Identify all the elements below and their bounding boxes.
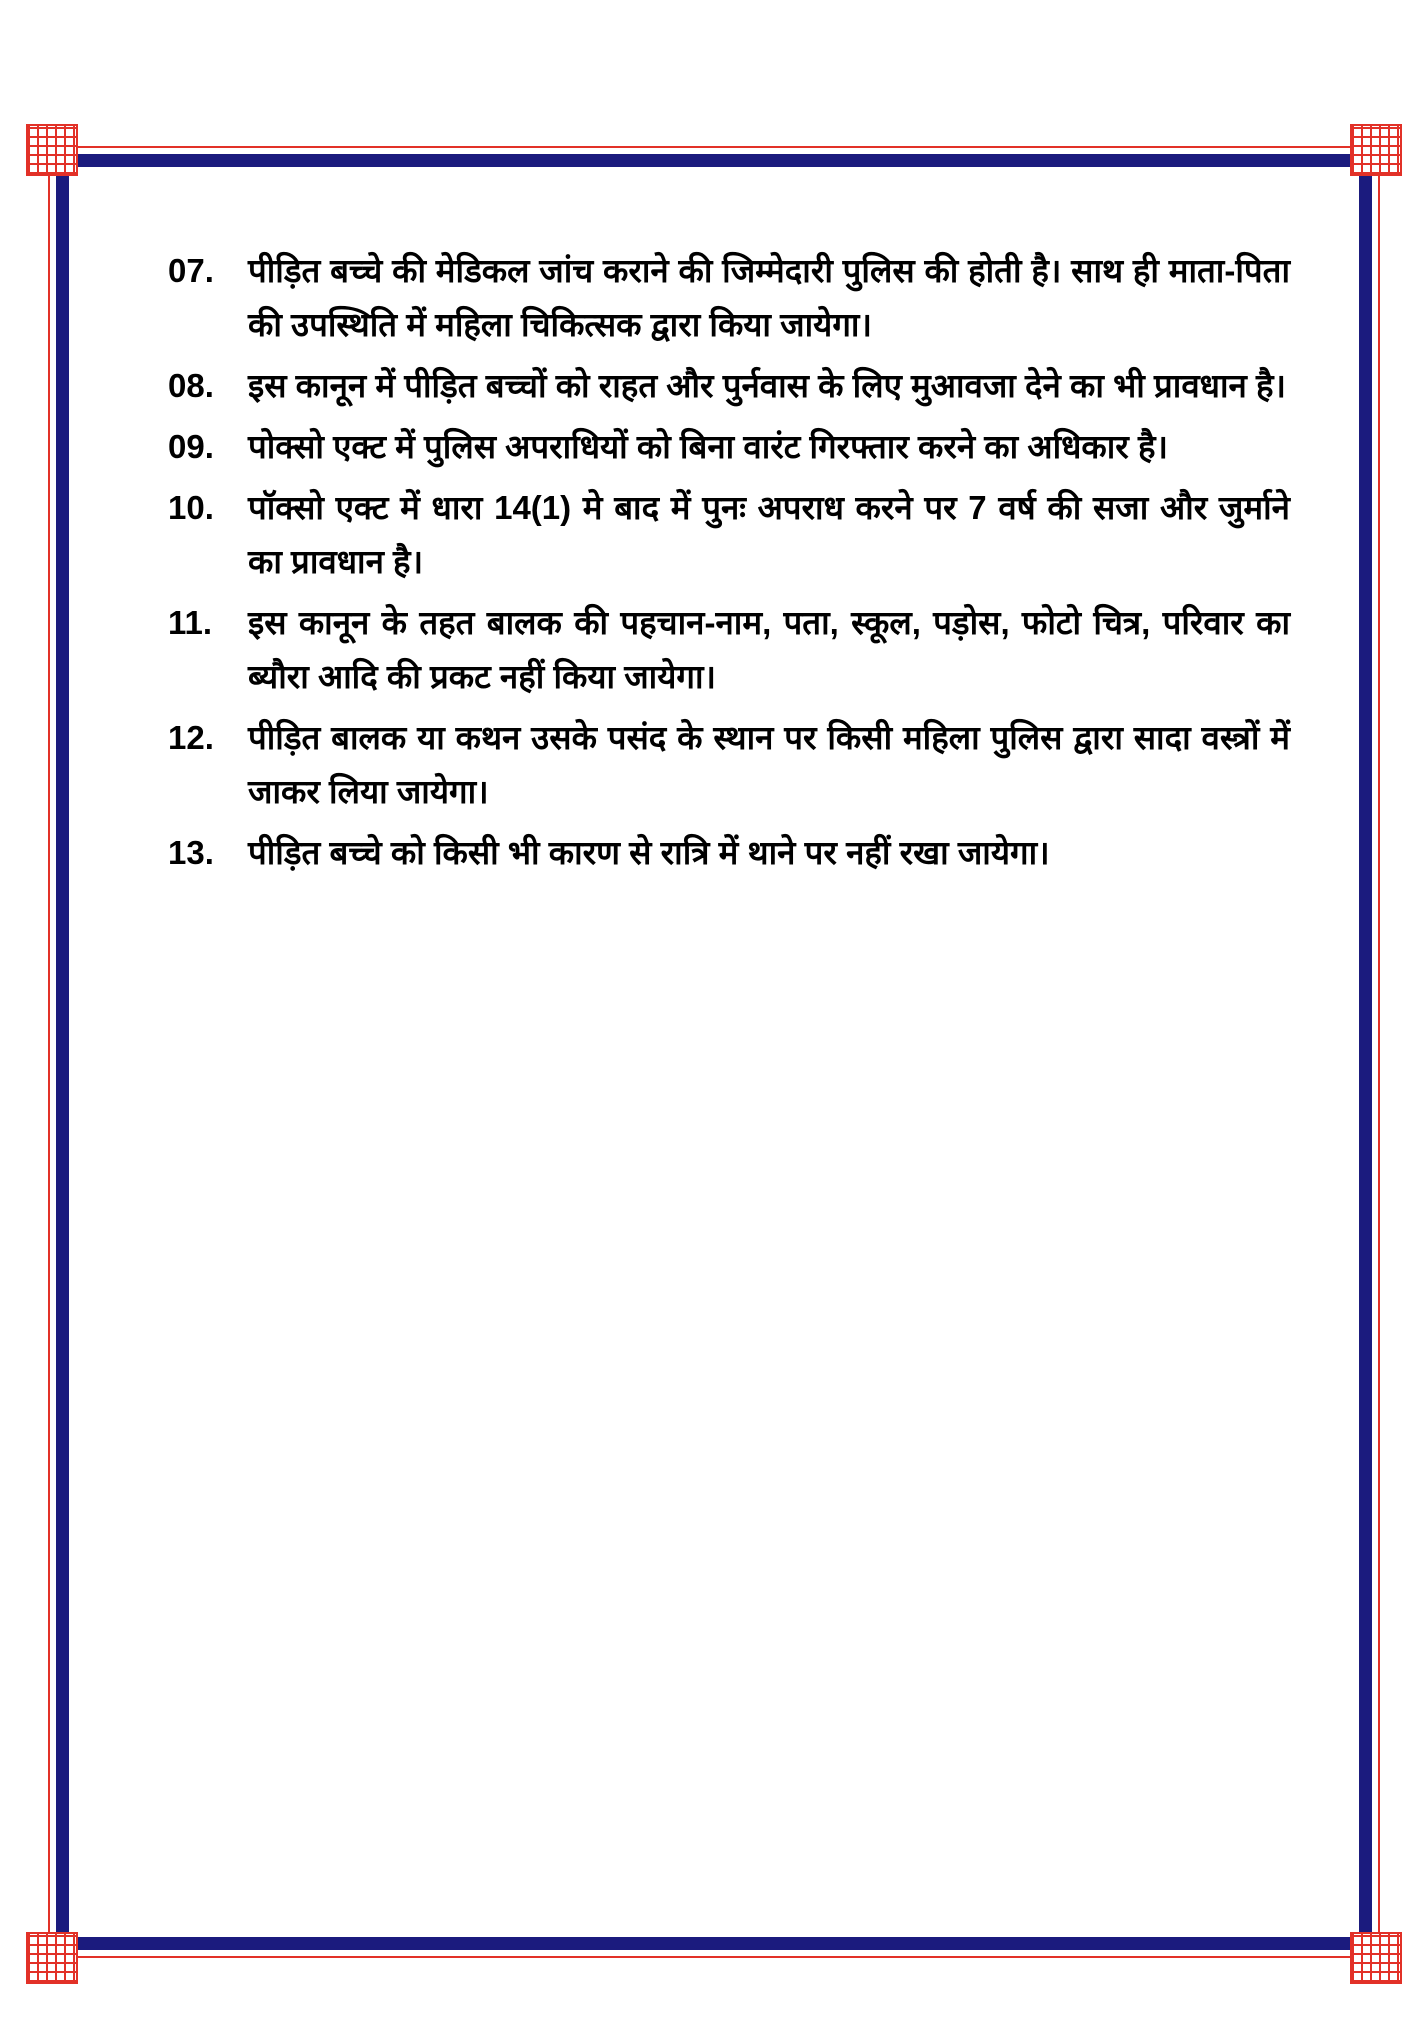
item-text: पॉक्सो एक्ट में धारा 14(1) मे बाद में पुनः अपराध करने पर 7 वर्ष की सजा और जुर्माने का प्रावधान है।: [248, 489, 1290, 580]
item-number: 07.: [168, 252, 214, 289]
pocso-list: [168, 244, 1290, 887]
item-number: 11.: [168, 604, 213, 641]
corner-ornament-bottom-left: [26, 1932, 78, 1984]
list-item: [168, 711, 1290, 819]
item-number: 13.: [168, 834, 214, 871]
list-item: [168, 359, 1290, 413]
item-text: इस कानून में पीड़ित बच्चों को राहत और पुर्नवास के लिए मुआवजा देने का भी प्रावधान है।: [248, 367, 1287, 404]
item-text: पीड़ित बच्चे की मेडिकल जांच कराने की जिम्मेदारी पुलिस की होती है। साथ ही माता-पिता की उपस्थिति में महिला चिकित्सक द्वारा किया जायेगा।: [248, 252, 1290, 343]
corner-ornament-top-left: [26, 124, 78, 176]
item-text: पीड़ित बालक या कथन उसके पसंद के स्थान पर किसी महिला पुलिस द्वारा सादा वस्त्रों में जाकर लिया जायेगा।: [248, 719, 1290, 810]
corner-ornament-bottom-right: [1350, 1932, 1402, 1984]
item-text: पोक्सो एक्ट में पुलिस अपराधियों को बिना वारंट गिरफ्तार करने का अधिकार है।: [248, 428, 1169, 465]
item-number: 09.: [168, 428, 214, 465]
list-item: [168, 481, 1290, 589]
item-number: 12.: [168, 719, 214, 756]
list-item: [168, 420, 1290, 474]
corner-ornament-top-right: [1350, 124, 1402, 176]
item-text: इस कानून के तहत बालक की पहचान-नाम, पता, स्कूल, पड़ोस, फोटो चित्र, परिवार का ब्यौरा आदि की प्रकट नहीं किया जायेगा।: [248, 604, 1290, 695]
list-item: [168, 826, 1290, 880]
list-item: [168, 596, 1290, 704]
item-number: 10.: [168, 489, 214, 526]
list-item: [168, 244, 1290, 352]
item-number: 08.: [168, 367, 214, 404]
item-text: पीड़ित बच्चे को किसी भी कारण से रात्रि में थाने पर नहीं रखा जायेगा।: [248, 834, 1050, 871]
